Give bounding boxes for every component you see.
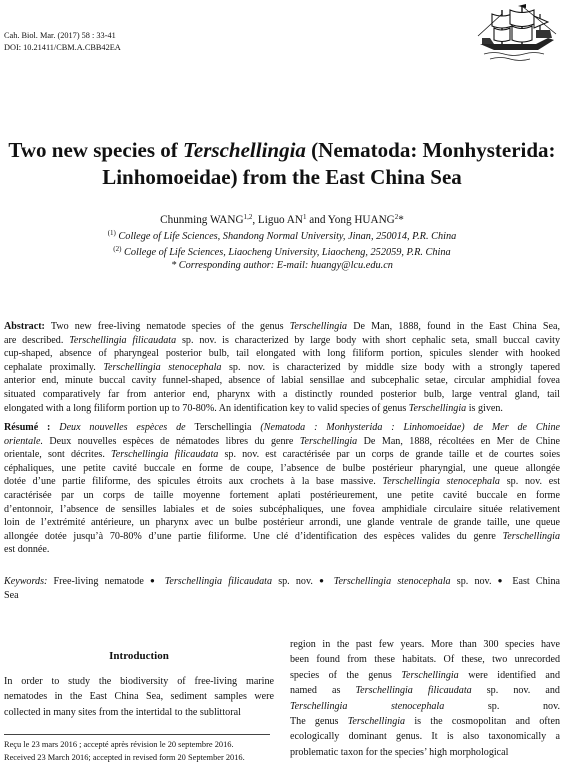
text-segment: anterior end, minute buccal cavity funnel-shaped, absence of labial sensillae and subcephalic setae, circular amphidial fovea	[4, 375, 560, 387]
text-segment: Terschellingia	[347, 716, 406, 728]
text-segment: (Nematoda : Monhysterida : Linhomoeidae) de Mer de Chine	[251, 422, 560, 433]
journal-citation: Cah. Biol. Mar. (2017) 58 : 33-41	[4, 31, 116, 40]
text-segment: ecologically dominant genus. It is also taxonomically a	[290, 731, 560, 743]
intro-left-lines	[4, 674, 274, 720]
text-segment: est donnée.	[4, 544, 50, 556]
text-line	[4, 402, 560, 416]
text-line	[4, 421, 560, 435]
affiliation-1-text: College of Life Sciences, Shandong Normal University, Jinan, 250014, P.R. China	[115, 231, 457, 242]
section-label: Résumé :	[4, 422, 51, 433]
text-segment: Free-living nematode	[47, 576, 151, 587]
text-segment: sp. nov. is characterized by middle size body with a strongly tapered	[221, 361, 560, 373]
text-line	[4, 516, 560, 530]
corresponding-author: * Corresponding author: E-mail: huangy@lcu.edu.cn	[171, 260, 393, 271]
text-line	[4, 475, 560, 489]
text-line	[4, 503, 560, 517]
text-segment: sp. nov.	[444, 700, 560, 712]
text-segment: were identified and	[458, 669, 560, 681]
text-line	[4, 674, 274, 689]
keywords	[4, 574, 560, 602]
resume-lines	[4, 421, 560, 557]
text-line	[4, 361, 560, 375]
text-segment: named as	[290, 685, 356, 697]
corresponding-mark: *	[398, 214, 404, 226]
text-segment: allongée dotée jusqu’à 70-80% d’une partie filiforme. Une clé d’identification des espèces valides du genre	[4, 530, 503, 542]
text-segment: ●	[497, 576, 507, 585]
text-line	[4, 320, 560, 334]
text-line	[290, 637, 560, 652]
text-segment: De Man, 1888, récoltées en Mer de Chine	[357, 435, 560, 447]
text-line	[4, 574, 560, 589]
text-line	[4, 589, 560, 603]
text-segment: loin de l’extrémité antérieure, un pharynx avec un bulbe postérieur arrondi, une glande ventrale de grande taille, une queue	[4, 517, 560, 529]
author-3-affiliation: 2	[394, 213, 399, 221]
author-3: and Yong HUANG	[306, 214, 395, 226]
text-segment: dotée d’une partie filiforme, des spicules étroits aux crochets à la base massive.	[4, 476, 383, 488]
text-line	[4, 388, 560, 402]
text-segment: sp. nov. est caractérisée par un corps de grande taille et de courtes soies	[218, 449, 561, 461]
text-line	[290, 745, 560, 760]
title-text-2: (Nematoda: Monhysterida:	[305, 138, 556, 162]
text-line	[290, 699, 560, 714]
text-line	[4, 543, 560, 557]
text-segment: Deux nouvelles espèces de	[59, 422, 195, 433]
text-segment: Terschellingia	[401, 669, 459, 681]
text-segment: Terschellingia	[299, 435, 358, 447]
text-line	[4, 689, 274, 704]
introduction-left-column	[4, 674, 274, 720]
text-segment: caractérisée par un corps de taille moyenne fortement aplati postérieurement, une petite cavité buccale en forme	[4, 489, 560, 501]
text-segment: collected in many sites from the intertidal to the sublittoral	[4, 706, 241, 718]
section-label: Keywords:	[4, 576, 48, 587]
text-segment: species of the genus	[290, 669, 402, 681]
text-segment: d’entonnoir, l’absence de sensilles labiales et de soies subcéphaliques, une fovea amphidiale circulaire située relativement	[4, 503, 560, 515]
text-segment: situated comparatively far from anterior end, pharynx with a distinctly rounded posterior bulb, large ventral gland, tail	[4, 388, 560, 400]
author-block	[0, 210, 564, 272]
text-line	[290, 714, 560, 729]
author-1-affiliation: 1,2	[243, 213, 253, 221]
text-segment: cephalate proximally.	[4, 361, 104, 373]
affiliation-2	[0, 243, 564, 259]
text-line	[4, 705, 274, 720]
text-segment: orientale, sont décrites.	[4, 449, 112, 461]
section-label: Abstract:	[4, 321, 45, 332]
text-line	[4, 448, 560, 462]
resume	[4, 421, 560, 557]
text-line	[4, 347, 560, 361]
introduction-right-column	[290, 637, 560, 760]
text-line	[4, 435, 560, 449]
sailing-ship-icon	[474, 4, 560, 64]
affiliation-1	[0, 227, 564, 243]
abstract	[4, 320, 560, 415]
text-segment: Terschellingia stenocephala	[333, 576, 451, 587]
author-2: , Liguo AN	[252, 214, 303, 226]
text-segment: ●	[319, 576, 328, 585]
text-segment: Terschellingia	[408, 402, 467, 414]
text-segment: Terschellingia stenocephala	[103, 361, 222, 373]
text-segment: sp. nov. est	[499, 476, 561, 488]
paper-title	[0, 137, 564, 191]
text-line	[4, 334, 560, 348]
text-line	[4, 489, 560, 503]
text-line	[4, 374, 560, 388]
text-segment: orientale.	[4, 435, 43, 447]
text-segment: Terschellingia filicaudata	[355, 685, 472, 697]
affiliation-2-text: College of Life Sciences, Liaocheng University, Liaocheng, 252059, P.R. China	[121, 247, 451, 258]
text-segment: Terschellingia stenocephala	[290, 700, 445, 712]
text-line	[4, 462, 560, 476]
text-segment: cup-shaped, absence of pharyngeal posterior bulb, tail elongated with long filiform portion, spicules slender with hooked	[4, 348, 560, 360]
text-segment: is given.	[466, 402, 503, 414]
journal-header	[4, 30, 121, 54]
text-segment: nematodes in the East China Sea, sediment samples were	[4, 691, 274, 703]
text-line	[4, 530, 560, 544]
text-segment: Terschellingia filicaudata	[164, 576, 273, 587]
author-1: Chunming WANG	[160, 214, 244, 226]
text-segment: sp. nov.	[272, 576, 320, 587]
introduction-heading: Introduction	[109, 650, 169, 662]
text-segment: been found from these habitats. Of these, two unrecorded	[290, 654, 560, 666]
text-segment: Deux nouvelles espèces de nématodes libres du genre	[42, 435, 300, 447]
text-line	[290, 652, 560, 667]
footnote-divider	[4, 734, 270, 735]
text-line	[290, 668, 560, 683]
text-segment: problematic taxon for the species’ high morphological	[290, 746, 509, 758]
journal-doi: DOI: 10.21411/CBM.A.CBB42EA	[4, 43, 121, 52]
text-segment: Sea	[4, 589, 19, 601]
abstract-lines	[4, 320, 560, 415]
text-segment: East China	[506, 576, 561, 587]
text-segment: Terschellingia filicaudata	[111, 449, 219, 461]
author-2-affiliation: 1	[302, 213, 307, 221]
text-segment: céphaliques, une petite cavité buccale en forme de coupe, l’absence de bulbe postérieur pharyngial, une queue allongée	[4, 462, 560, 474]
text-segment: Two new free-living nematode species of the genus	[44, 321, 290, 332]
keywords-lines	[4, 574, 560, 602]
text-segment: The genus	[290, 716, 348, 728]
text-segment: Terschellingia stenocephala	[382, 476, 500, 488]
text-segment: Terschellingia	[289, 321, 348, 332]
text-segment: ●	[150, 576, 159, 585]
affiliation-2-number: (2)	[113, 245, 122, 253]
text-segment: Terschellingia filicaudata	[69, 334, 177, 346]
dates-french: Reçu le 23 mars 2016 ; accepté après révision le 20 septembre 2016.	[4, 740, 234, 749]
text-segment: sp. nov. is characterized by large body with short cephalic seta, small buccal cavity	[176, 334, 560, 346]
text-segment: region in the past few years. More than 300 species have	[290, 639, 560, 650]
title-text-3: Linhomoeidae) from the East China Sea	[102, 165, 462, 189]
author-names	[0, 210, 564, 227]
text-segment: sp. nov.	[450, 576, 498, 587]
text-segment: De Man, 1888, found in the East China Sea,	[347, 321, 560, 332]
text-segment: elongated with a long filiform portion up to 70-80%. An identification key to valid species of genus	[4, 402, 409, 414]
title-genus: Terschellingia	[183, 138, 306, 162]
text-segment: is the cosmopolitan and often	[405, 716, 560, 728]
text-segment	[50, 422, 59, 433]
text-line	[290, 683, 560, 698]
text-segment: Terschellingia	[502, 530, 560, 542]
text-segment: are described.	[4, 334, 70, 346]
dates-english: Received 23 March 2016; accepted in revised form 20 September 2016.	[4, 753, 245, 762]
submission-dates	[4, 738, 245, 764]
text-segment: sp. nov. and	[471, 685, 560, 697]
affiliation-1-number: (1)	[107, 229, 116, 237]
intro-right-lines	[290, 637, 560, 760]
text-segment: In order to study the biodiversity of free-living marine	[4, 676, 274, 687]
title-text-1: Two new species of	[8, 138, 184, 162]
text-line	[290, 729, 560, 744]
text-segment: Terschellingia	[194, 422, 252, 433]
